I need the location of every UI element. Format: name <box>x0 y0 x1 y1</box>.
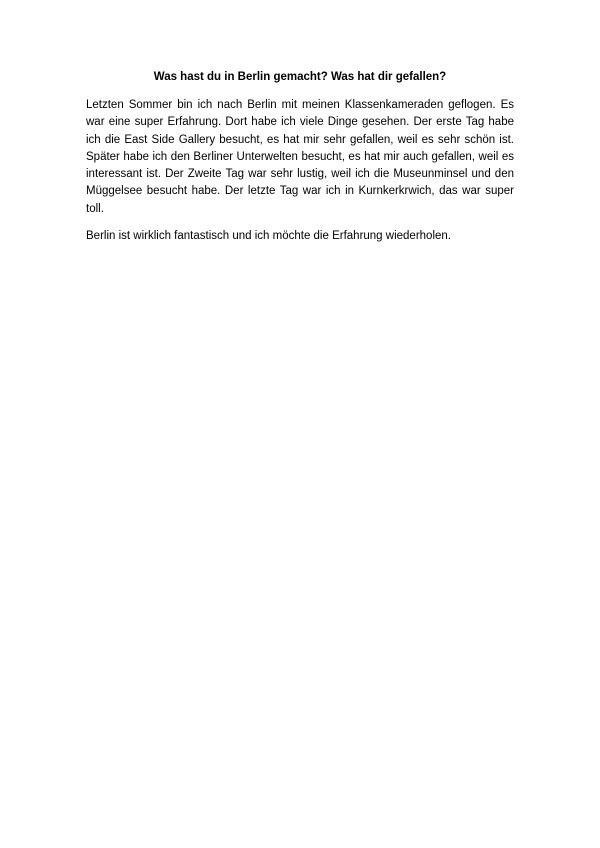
document-title: Was hast du in Berlin gemacht? Was hat dir gefallen? <box>153 71 447 83</box>
paragraph-1: Letzten Sommer bin ich nach Berlin mit meinen Klassenkameraden geflogen. Es war eine super Erfahrung. Dort habe ich viele Dinge gesehen. Der erste Tag habe ich die East Side Gallery besucht, es hat mir sehr gefallen, weil es sehr schön ist. Später habe ich den Berliner Unterwelten besucht, es hat mir auch gefallen, weil es interessant ist. Der Zweite Tag war sehr lustig, weil ich die Museunminsel und den Müggelsee besucht habe. Der letzte Tag war ich in Kurnkerkrwich, das war super toll. <box>86 99 514 215</box>
paragraph-2: Berlin ist wirklich fantastisch und ich möchte die Erfahrung wiederholen. <box>86 230 451 242</box>
